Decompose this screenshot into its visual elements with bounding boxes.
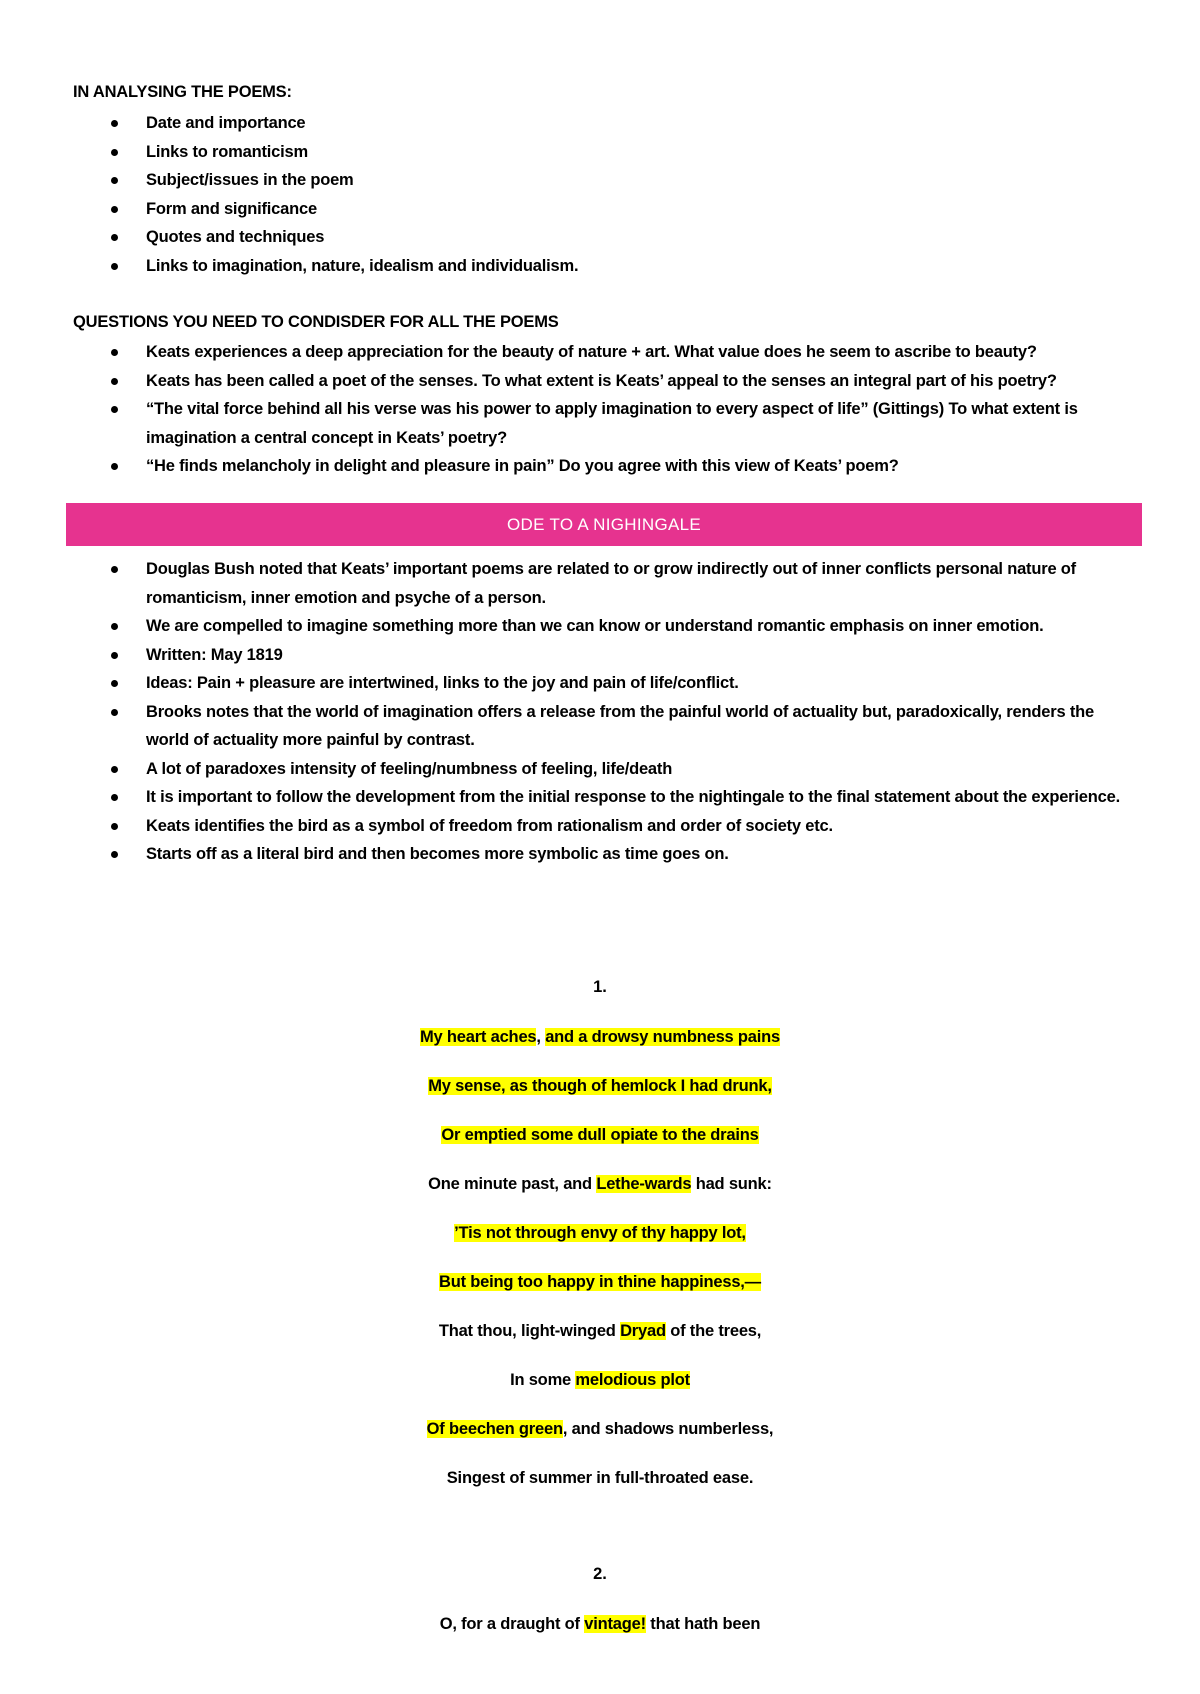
list-item: “The vital force behind all his verse was his power to apply imagination to every aspect of life” (Gittings) To what extent is imagination a central concept in Keats’ poetry? <box>0 395 1200 452</box>
list-item: Douglas Bush noted that Keats’ important poems are related to or grow indirectly out of inner conflicts personal nature of romanticism, inner emotion and psyche of a person. <box>0 555 1200 612</box>
poem-line: O, for a draught of vintage! that hath been <box>439 1615 761 1633</box>
list-item: It is important to follow the development from the initial response to the nightingale to the final statement about the experience. <box>0 783 1200 812</box>
list-item: Written: May 1819 <box>0 641 1200 670</box>
stanza-number: 1. <box>593 978 607 996</box>
bullet-icon <box>111 463 118 470</box>
list-item: Keats identifies the bird as a symbol of freedom from rationalism and order of society etc. <box>0 812 1200 841</box>
list-item: Keats has been called a poet of the senses. To what extent is Keats’ appeal to the senses an integral part of his poetry? <box>0 367 1200 396</box>
poem-line: Singest of summer in full-throated ease. <box>446 1469 754 1487</box>
bullet-icon <box>111 680 118 687</box>
bullet-icon <box>111 206 118 213</box>
bullet-icon <box>111 149 118 156</box>
list-item: Form and significance <box>0 195 1200 224</box>
bullet-icon <box>111 378 118 385</box>
poem-line: One minute past, and Lethe-wards had sunk: <box>428 1175 772 1193</box>
list-item: Brooks notes that the world of imagination offers a release from the painful world of actuality but, paradoxically, renders the world of actuality more painful by contrast. <box>0 698 1200 755</box>
analysis-list <box>0 109 1200 280</box>
poem-line: My heart aches, and a drowsy numbness pains <box>419 1028 781 1046</box>
list-item: Keats experiences a deep appreciation for the beauty of nature + art. What value does he seem to ascribe to beauty? <box>0 338 1200 367</box>
list-item: Date and importance <box>0 109 1200 138</box>
bullet-icon <box>111 120 118 127</box>
bullet-icon <box>111 177 118 184</box>
list-item: We are compelled to imagine something more than we can know or understand romantic emphasis on inner emotion. <box>0 612 1200 641</box>
questions-list <box>0 338 1200 481</box>
list-item: Subject/issues in the poem <box>0 166 1200 195</box>
poem-line: Of beechen green, and shadows numberless, <box>426 1420 774 1438</box>
list-item: “He finds melancholy in delight and pleasure in pain” Do you agree with this view of Keats’ poem? <box>0 452 1200 481</box>
bullet-icon <box>111 623 118 630</box>
bullet-icon <box>111 794 118 801</box>
poem-line: In some melodious plot <box>510 1371 690 1389</box>
list-item: Starts off as a literal bird and then becomes more symbolic as time goes on. <box>0 840 1200 869</box>
bullet-icon <box>111 234 118 241</box>
bullet-icon <box>111 766 118 773</box>
list-item: Links to romanticism <box>0 138 1200 167</box>
questions-heading: QUESTIONS YOU NEED TO CONDISDER FOR ALL THE POEMS <box>73 313 559 331</box>
bullet-icon <box>111 406 118 413</box>
bullet-icon <box>111 823 118 830</box>
poem-line: My sense, as though of hemlock I had drunk, <box>428 1077 772 1095</box>
ode-notes-list <box>0 555 1200 869</box>
poem-line: That thou, light-winged Dryad of the trees, <box>438 1322 762 1340</box>
poem-line: Or emptied some dull opiate to the drains <box>441 1126 759 1144</box>
poem-line: But being too happy in thine happiness,— <box>438 1273 761 1291</box>
bullet-icon <box>111 652 118 659</box>
stanza-1 <box>0 1025 1200 1515</box>
bullet-icon <box>111 851 118 858</box>
section-banner: ODE TO A NIGHINGALE <box>66 503 1142 546</box>
list-item: A lot of paradoxes intensity of feeling/numbness of feeling, life/death <box>0 755 1200 784</box>
analysis-heading: IN ANALYSING THE POEMS: <box>73 83 292 101</box>
list-item: Quotes and techniques <box>0 223 1200 252</box>
poem-line: ’Tis not through envy of thy happy lot, <box>454 1224 746 1242</box>
stanza-number: 2. <box>593 1565 607 1583</box>
list-item: Links to imagination, nature, idealism and individualism. <box>0 252 1200 281</box>
bullet-icon <box>111 566 118 573</box>
stanza-2 <box>0 1612 1200 1661</box>
bullet-icon <box>111 349 118 356</box>
bullet-icon <box>111 263 118 270</box>
list-item: Ideas: Pain + pleasure are intertwined, links to the joy and pain of life/conflict. <box>0 669 1200 698</box>
bullet-icon <box>111 709 118 716</box>
